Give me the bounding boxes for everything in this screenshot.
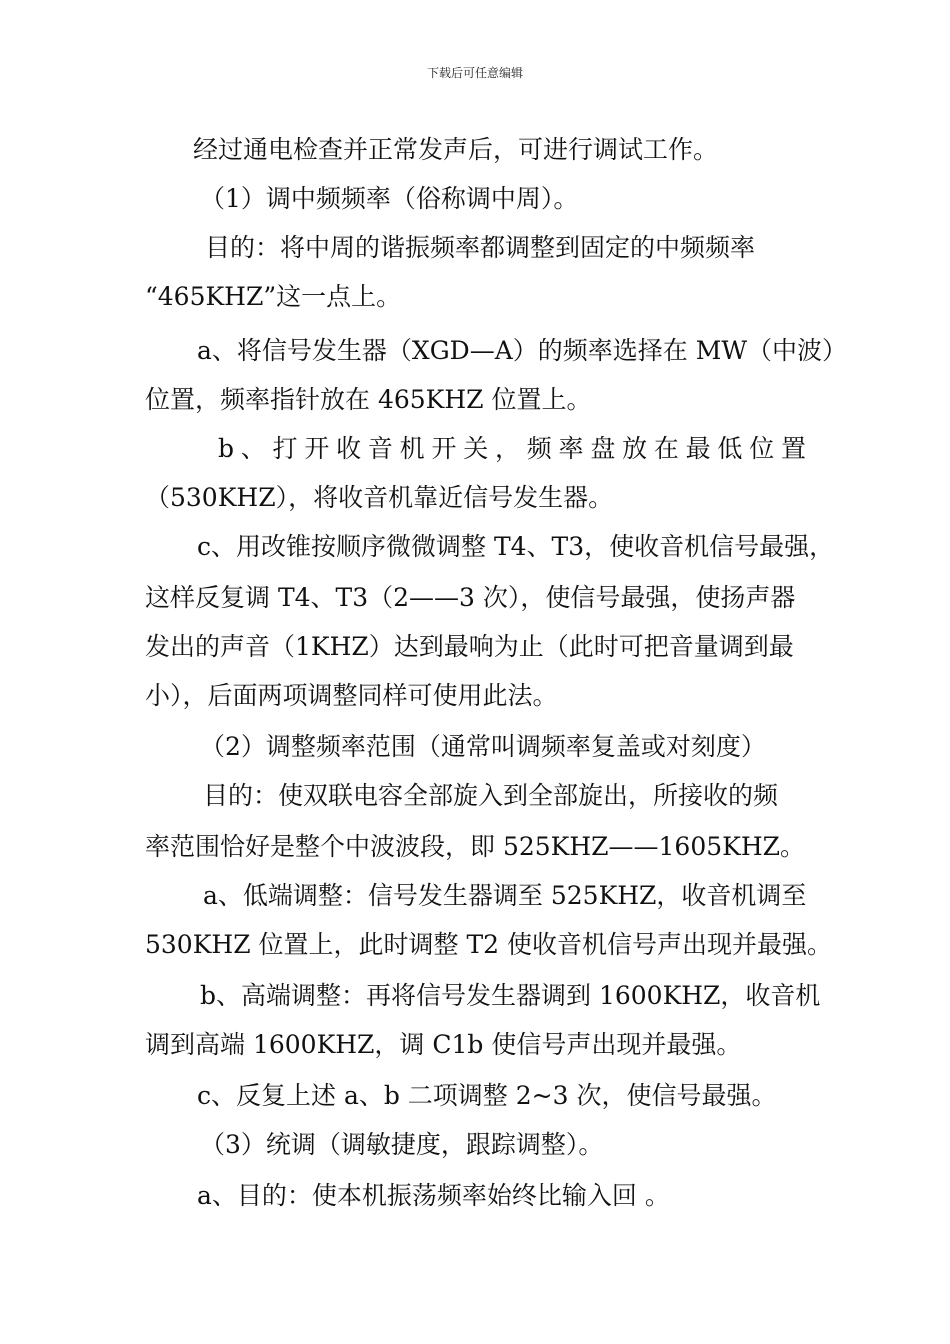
paragraph-line: 这样反复调 T4、T3（2——3 次），使信号最强，使扬声器 [145, 583, 796, 612]
page-header: 下载后可任意编辑 [426, 66, 523, 80]
paragraph-line: 目的：使双联电容全部旋入到全部旋出，所接收的频 [203, 781, 779, 810]
paragraph-line: （530KHZ），将收音机靠近信号发生器。 [145, 483, 614, 512]
paragraph-line: 530KHZ 位置上，此时调整 T2 使收音机信号声出现并最强。 [145, 930, 832, 959]
section-heading-1: （1）调中频频率（俗称调中周）。 [200, 184, 579, 213]
paragraph-line: c、用改锥按顺序微微调整 T4、T3，使收音机信号最强， [197, 532, 835, 561]
paragraph-line: 发出的声音（1KHZ）达到最响为止（此时可把音量调到最 [145, 632, 794, 661]
paragraph-line: 经过通电检查并正常发声后，可进行调试工作。 [193, 135, 719, 164]
section-heading-3: （3）统调（调敏捷度，跟踪调整）。 [200, 1130, 604, 1159]
section-heading-2: （2）调整频率范围（通常叫调频率复盖或对刻度） [200, 732, 766, 761]
paragraph-line: c、反复上述 a、b 二项调整 2~3 次，使信号最强。 [197, 1081, 777, 1110]
paragraph-line: a、低端调整：信号发生器调至 525KHZ，收音机调至 [203, 881, 807, 910]
paragraph-line: 率范围恰好是整个中波波段，即 525KHZ——1605KHZ。 [145, 832, 805, 861]
paragraph-line: 位置，频率指针放在 465KHZ 位置上。 [145, 385, 592, 414]
paragraph-line: a、将信号发生器（XGD—A）的频率选择在 MW（中波） [197, 336, 848, 365]
paragraph-line: b、高端调整：再将信号发生器调到 1600KHZ，收音机 [200, 981, 821, 1010]
paragraph-line: a、目的：使本机振荡频率始终比输入回 。 [197, 1181, 670, 1210]
paragraph-line: “465KHZ”这一点上。 [145, 282, 402, 311]
paragraph-line: b、打开收音机开关，频率盘放在最低位置 [218, 434, 806, 463]
paragraph-line: 小），后面两项调整同样可使用此法。 [145, 681, 558, 710]
paragraph-line: 目的：将中周的谐振频率都调整到固定的中频频率 [205, 233, 756, 262]
paragraph-line: 调到高端 1600KHZ，调 C1b 使信号声出现并最强。 [145, 1030, 742, 1059]
